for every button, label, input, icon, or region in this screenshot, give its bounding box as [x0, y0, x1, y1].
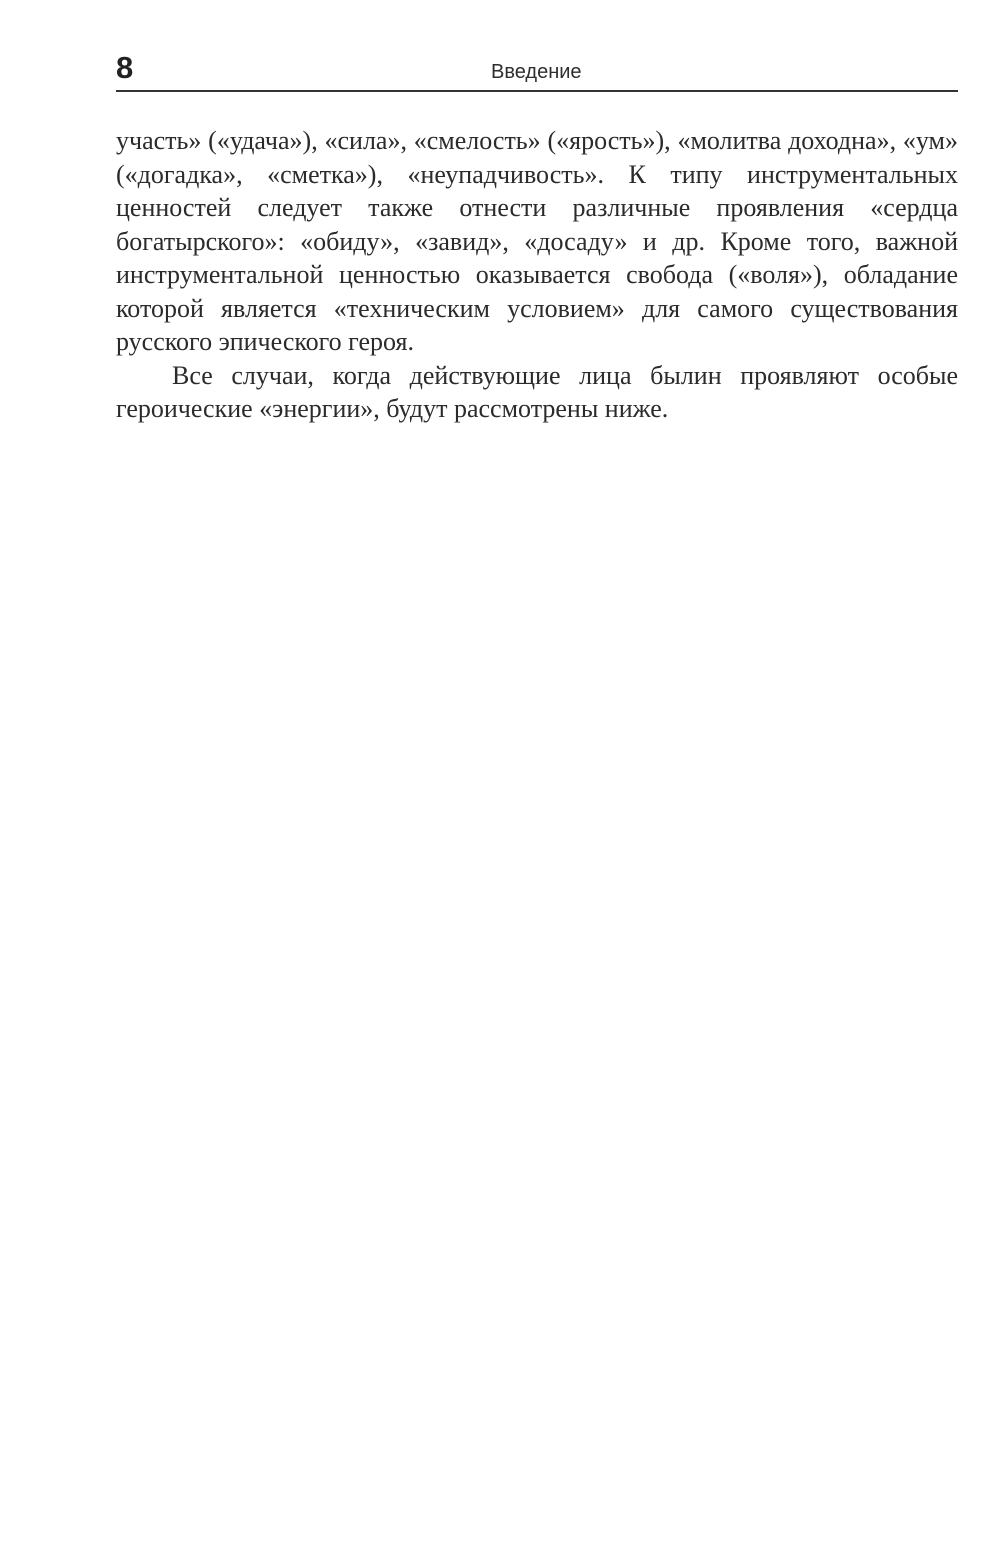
running-header [116, 50, 958, 92]
paragraph-continuation: участь» («удача»), «сила», «смелость» («ярость»), «молитва доходна», «ум» («догадка», «сметка»), «неупадчивость». К типу инструментальных ценностей следует также отнести различные проявления «сердца богатырского»: «обиду», «завид», «досаду» и др. Кроме того, важной инструментальной ценностью оказывается свобода («воля»), обладание которой является «техническим условием» для самого существования русского эпического героя. [116, 126, 958, 356]
section-title: Введение [491, 61, 582, 83]
page-number: 8 [116, 50, 134, 85]
paragraph: Все случаи, когда действующие лица былин проявляют особые героические «энергии», будут рассмотрены ниже. [116, 360, 958, 423]
body-text [116, 124, 958, 426]
